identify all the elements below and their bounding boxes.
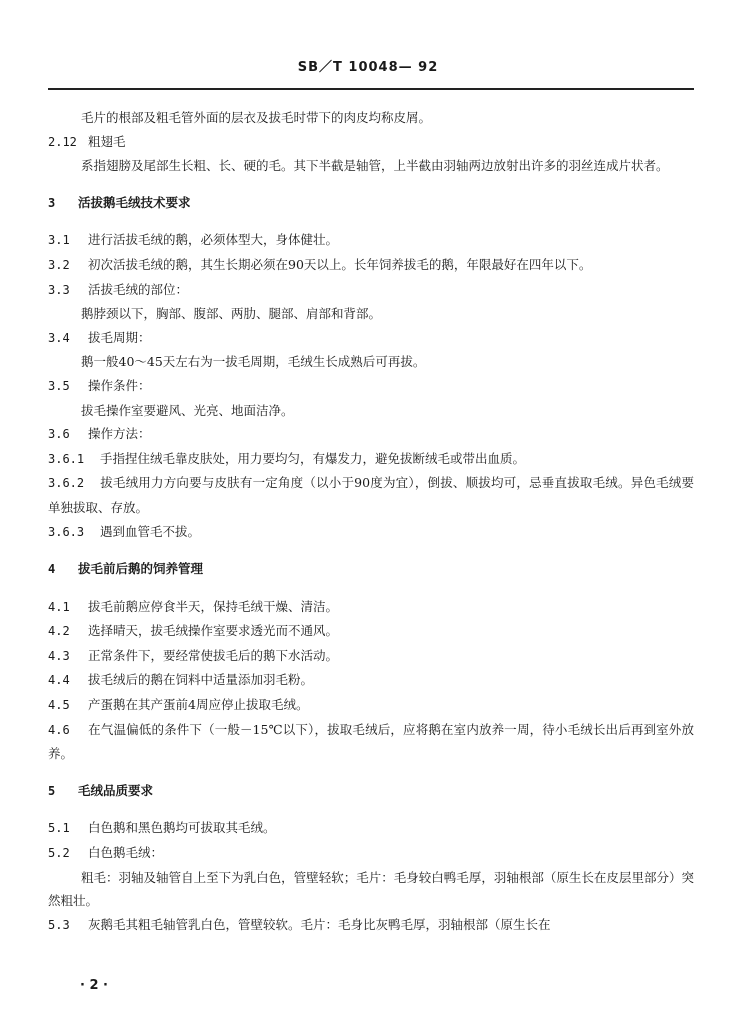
clause-4-2 (48, 619, 694, 644)
clause-number: 3.2 (48, 257, 70, 272)
clause-3-4-body: 鹅一般40～45天左右为一拔毛周期，毛绒生长成熟后可再拔。 (81, 354, 426, 370)
clause-number: 3.3 (48, 282, 70, 297)
clause-3-5-body: 拔毛操作室要避风、光亮、地面洁净。 (81, 402, 294, 418)
clause-text: 初次活拔毛绒的鹅，其生长期必须在90天以上。长年饲养拔毛的鹅，年限最好在四年以下。 (88, 256, 592, 272)
document-body (48, 106, 694, 937)
clause-number: 4.2 (48, 624, 70, 639)
clause-number: 5.3 (48, 917, 70, 932)
clause-text: 灰鹅毛其粗毛轴管乳白色，管壁较软。毛片：毛身比灰鸭毛厚，羽轴根部（原生长在 (88, 916, 551, 932)
clause-number: 4.3 (48, 648, 70, 663)
section-3-heading (48, 191, 694, 216)
standard-code-header: SB／T 10048— 92 (297, 60, 439, 75)
clause-number: 3.6.3 (48, 524, 85, 539)
header-rule (48, 88, 694, 90)
clause-5-3 (48, 913, 694, 938)
clause-text: 手指捏住绒毛靠皮肤处，用力要均匀，有爆发力，避免拔断绒毛或带出血质。 (100, 450, 526, 466)
clause-3-3 (48, 278, 694, 303)
clause-title: 白色鹅毛绒： (88, 845, 164, 861)
clause-number: 4.5 (48, 698, 70, 713)
clause-5-2 (48, 841, 694, 866)
clause-number: 3.6.1 (48, 451, 85, 466)
page-number: · 2 · (80, 978, 108, 993)
clause-text: 在气温偏低的条件下（一般－15℃以下），拔取毛绒后，应将鹅在室内放养一周，待小毛绒长出后再到室外放养。 (48, 721, 694, 762)
section-number: 4 (48, 562, 56, 577)
clause-4-5 (48, 693, 694, 718)
clause-3-1 (48, 228, 694, 253)
clause-3-6-2 (48, 471, 694, 519)
section-title: 活拔鹅毛绒技术要求 (78, 194, 191, 210)
clause-number: 5.1 (48, 821, 70, 836)
clause-text: 白色鹅和黑色鹅均可拔取其毛绒。 (88, 820, 276, 836)
clause-number: 3.6 (48, 427, 70, 442)
section-number: 3 (48, 195, 56, 210)
clause-title: 拔毛周期： (88, 329, 151, 345)
clause-text: 产蛋鹅在其产蛋前4周应停止拔取毛绒。 (88, 697, 309, 713)
clause-title: 操作方法： (88, 426, 151, 442)
clause-text: 选择晴天，拔毛绒操作室要求透光而不通风。 (88, 623, 339, 639)
clause-number: 4.1 (48, 599, 70, 614)
clause-4-1 (48, 595, 694, 620)
clause-4-3 (48, 644, 694, 669)
clause-2-12 (48, 130, 694, 155)
clause-5-1 (48, 816, 694, 841)
section-5-heading (48, 779, 694, 804)
clause-3-6-1 (48, 447, 694, 472)
clause-3-6 (48, 422, 694, 447)
clause-title: 粗翅毛 (88, 133, 126, 149)
clause-title: 活拔毛绒的部位： (88, 281, 189, 297)
clause-number: 4.6 (48, 722, 70, 737)
clause-text: 拔毛绒用力方向要与皮肤有一定角度（以小于90度为宜），倒拔、顺拔均可，忌垂直拔取毛绒。异色毛绒要单独拔取、存放。 (48, 475, 694, 515)
clause-number: 4.4 (48, 673, 70, 688)
section-4-heading (48, 557, 694, 582)
clause-3-5 (48, 374, 694, 399)
clause-4-4 (48, 668, 694, 693)
clause-2-12-body: 系指翅膀及尾部生长粗、长、硬的毛。其下半截是轴管，上半截由羽轴两边放射出许多的羽丝连成片状者。 (81, 158, 669, 174)
clause-3-6-3 (48, 520, 694, 545)
clause-3-4 (48, 326, 694, 351)
clause-title: 操作条件： (88, 377, 151, 393)
clause-number: 3.4 (48, 330, 70, 345)
clause-3-2 (48, 253, 694, 278)
clause-4-6 (48, 718, 694, 766)
clause-text: 进行活拔毛绒的鹅，必须体型大，身体健壮。 (88, 232, 339, 248)
clause-text: 拔毛前鹅应停食半天，保持毛绒干燥、清洁。 (88, 598, 339, 614)
clause-3-3-body: 鹅脖颈以下，胸部、腹部、两肋、腿部、肩部和背部。 (81, 306, 382, 322)
clause-text: 遇到血管毛不拔。 (100, 523, 201, 539)
clause-number: 5.2 (48, 846, 70, 861)
section-title: 毛绒品质要求 (78, 782, 154, 798)
clause-text: 正常条件下，要经常使拔毛后的鹅下水活动。 (88, 647, 339, 663)
section-title: 拔毛前后鹅的饲养管理 (78, 561, 204, 577)
paragraph-continuation: 毛片的根部及粗毛管外面的层衣及拔毛时带下的肉皮均称皮屑。 (81, 110, 432, 125)
section-number: 5 (48, 783, 56, 798)
clause-5-2-body: 粗毛：羽轴及轴管自上至下为乳白色，管壁轻软；毛片：毛身较白鸭毛厚，羽轴根部（原生长在皮层里部分）突然粗壮。 (48, 869, 694, 909)
clause-number: 3.1 (48, 233, 70, 248)
clause-text: 拔毛绒后的鹅在饲料中适量添加羽毛粉。 (88, 672, 314, 688)
clause-number: 3.5 (48, 378, 70, 393)
clause-number: 2.12 (48, 134, 77, 149)
clause-number: 3.6.2 (48, 476, 85, 491)
